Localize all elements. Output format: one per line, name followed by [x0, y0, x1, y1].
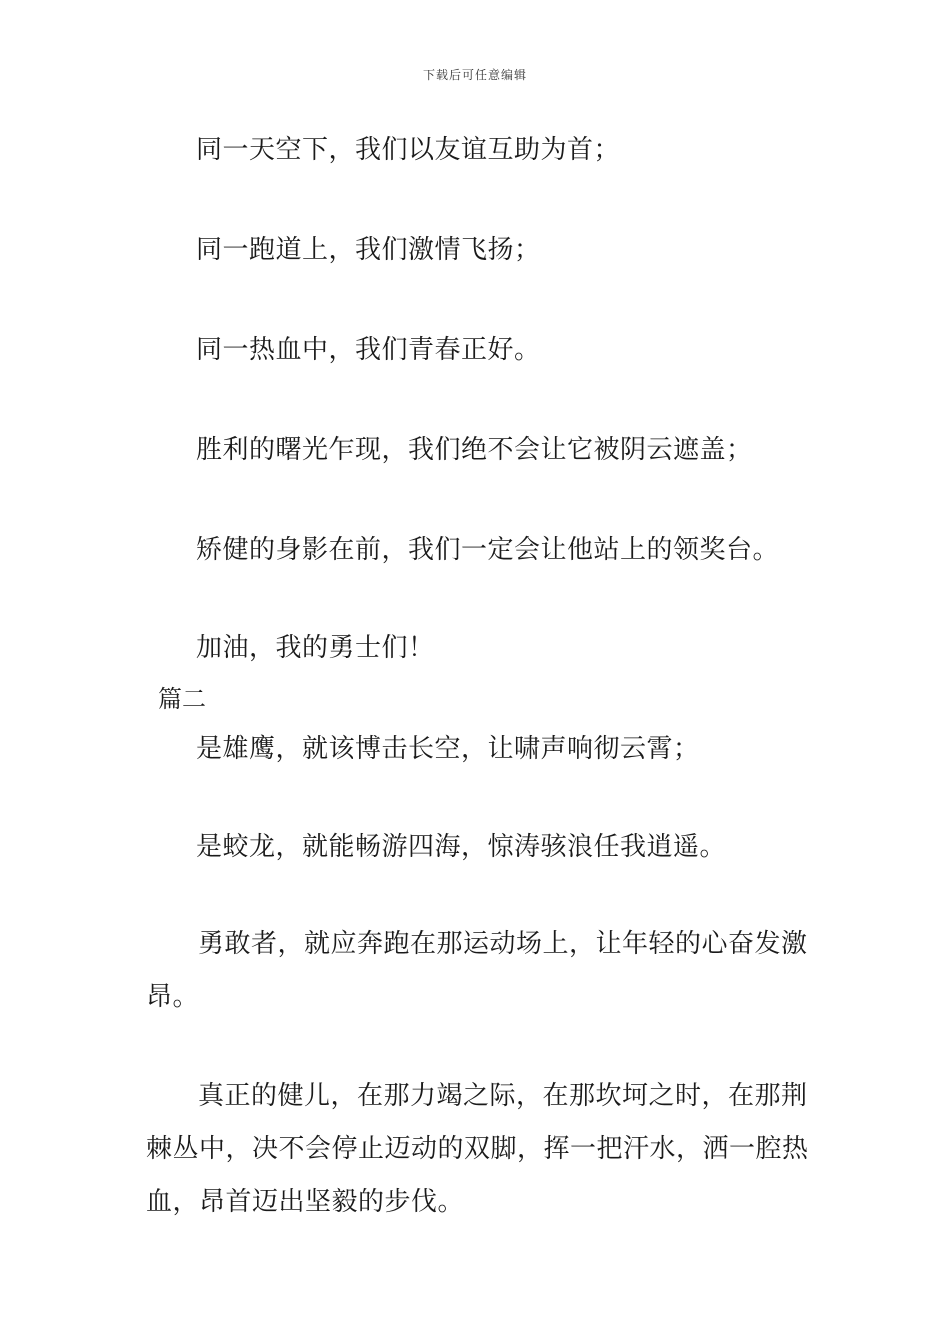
section-heading: 篇二 — [158, 685, 206, 713]
paragraph: 真正的健儿，在那力竭之际，在那坎坷之时，在那荆棘丛中，决不会停止迈动的双脚，挥一把汗水，洒一腔热血，昂首迈出坚毅的步伐。 — [146, 1081, 809, 1217]
poem-line: 同一热血中，我们青春正好。 — [196, 335, 541, 365]
paragraph: 勇敢者，就应奔跑在那运动场上，让年轻的心奋发激昂。 — [146, 929, 808, 1012]
poem-line: 胜利的曙光乍现，我们绝不会让它被阴云遮盖； — [196, 435, 753, 465]
poem-line: 同一跑道上，我们激情飞扬； — [196, 235, 541, 265]
poem-line: 是蛟龙，就能畅游四海，惊涛骇浪任我逍遥。 — [196, 832, 727, 862]
poem-line: 同一天空下，我们以友谊互助为首； — [196, 135, 621, 165]
header-note: 下载后可任意编辑 — [422, 68, 527, 82]
poem-line: 加油，我的勇士们！ — [196, 633, 435, 663]
poem-line: 是雄鹰，就该博击长空，让啸声响彻云霄； — [196, 734, 700, 764]
poem-line: 矫健的身影在前，我们一定会让他站上的领奖台。 — [196, 535, 780, 565]
